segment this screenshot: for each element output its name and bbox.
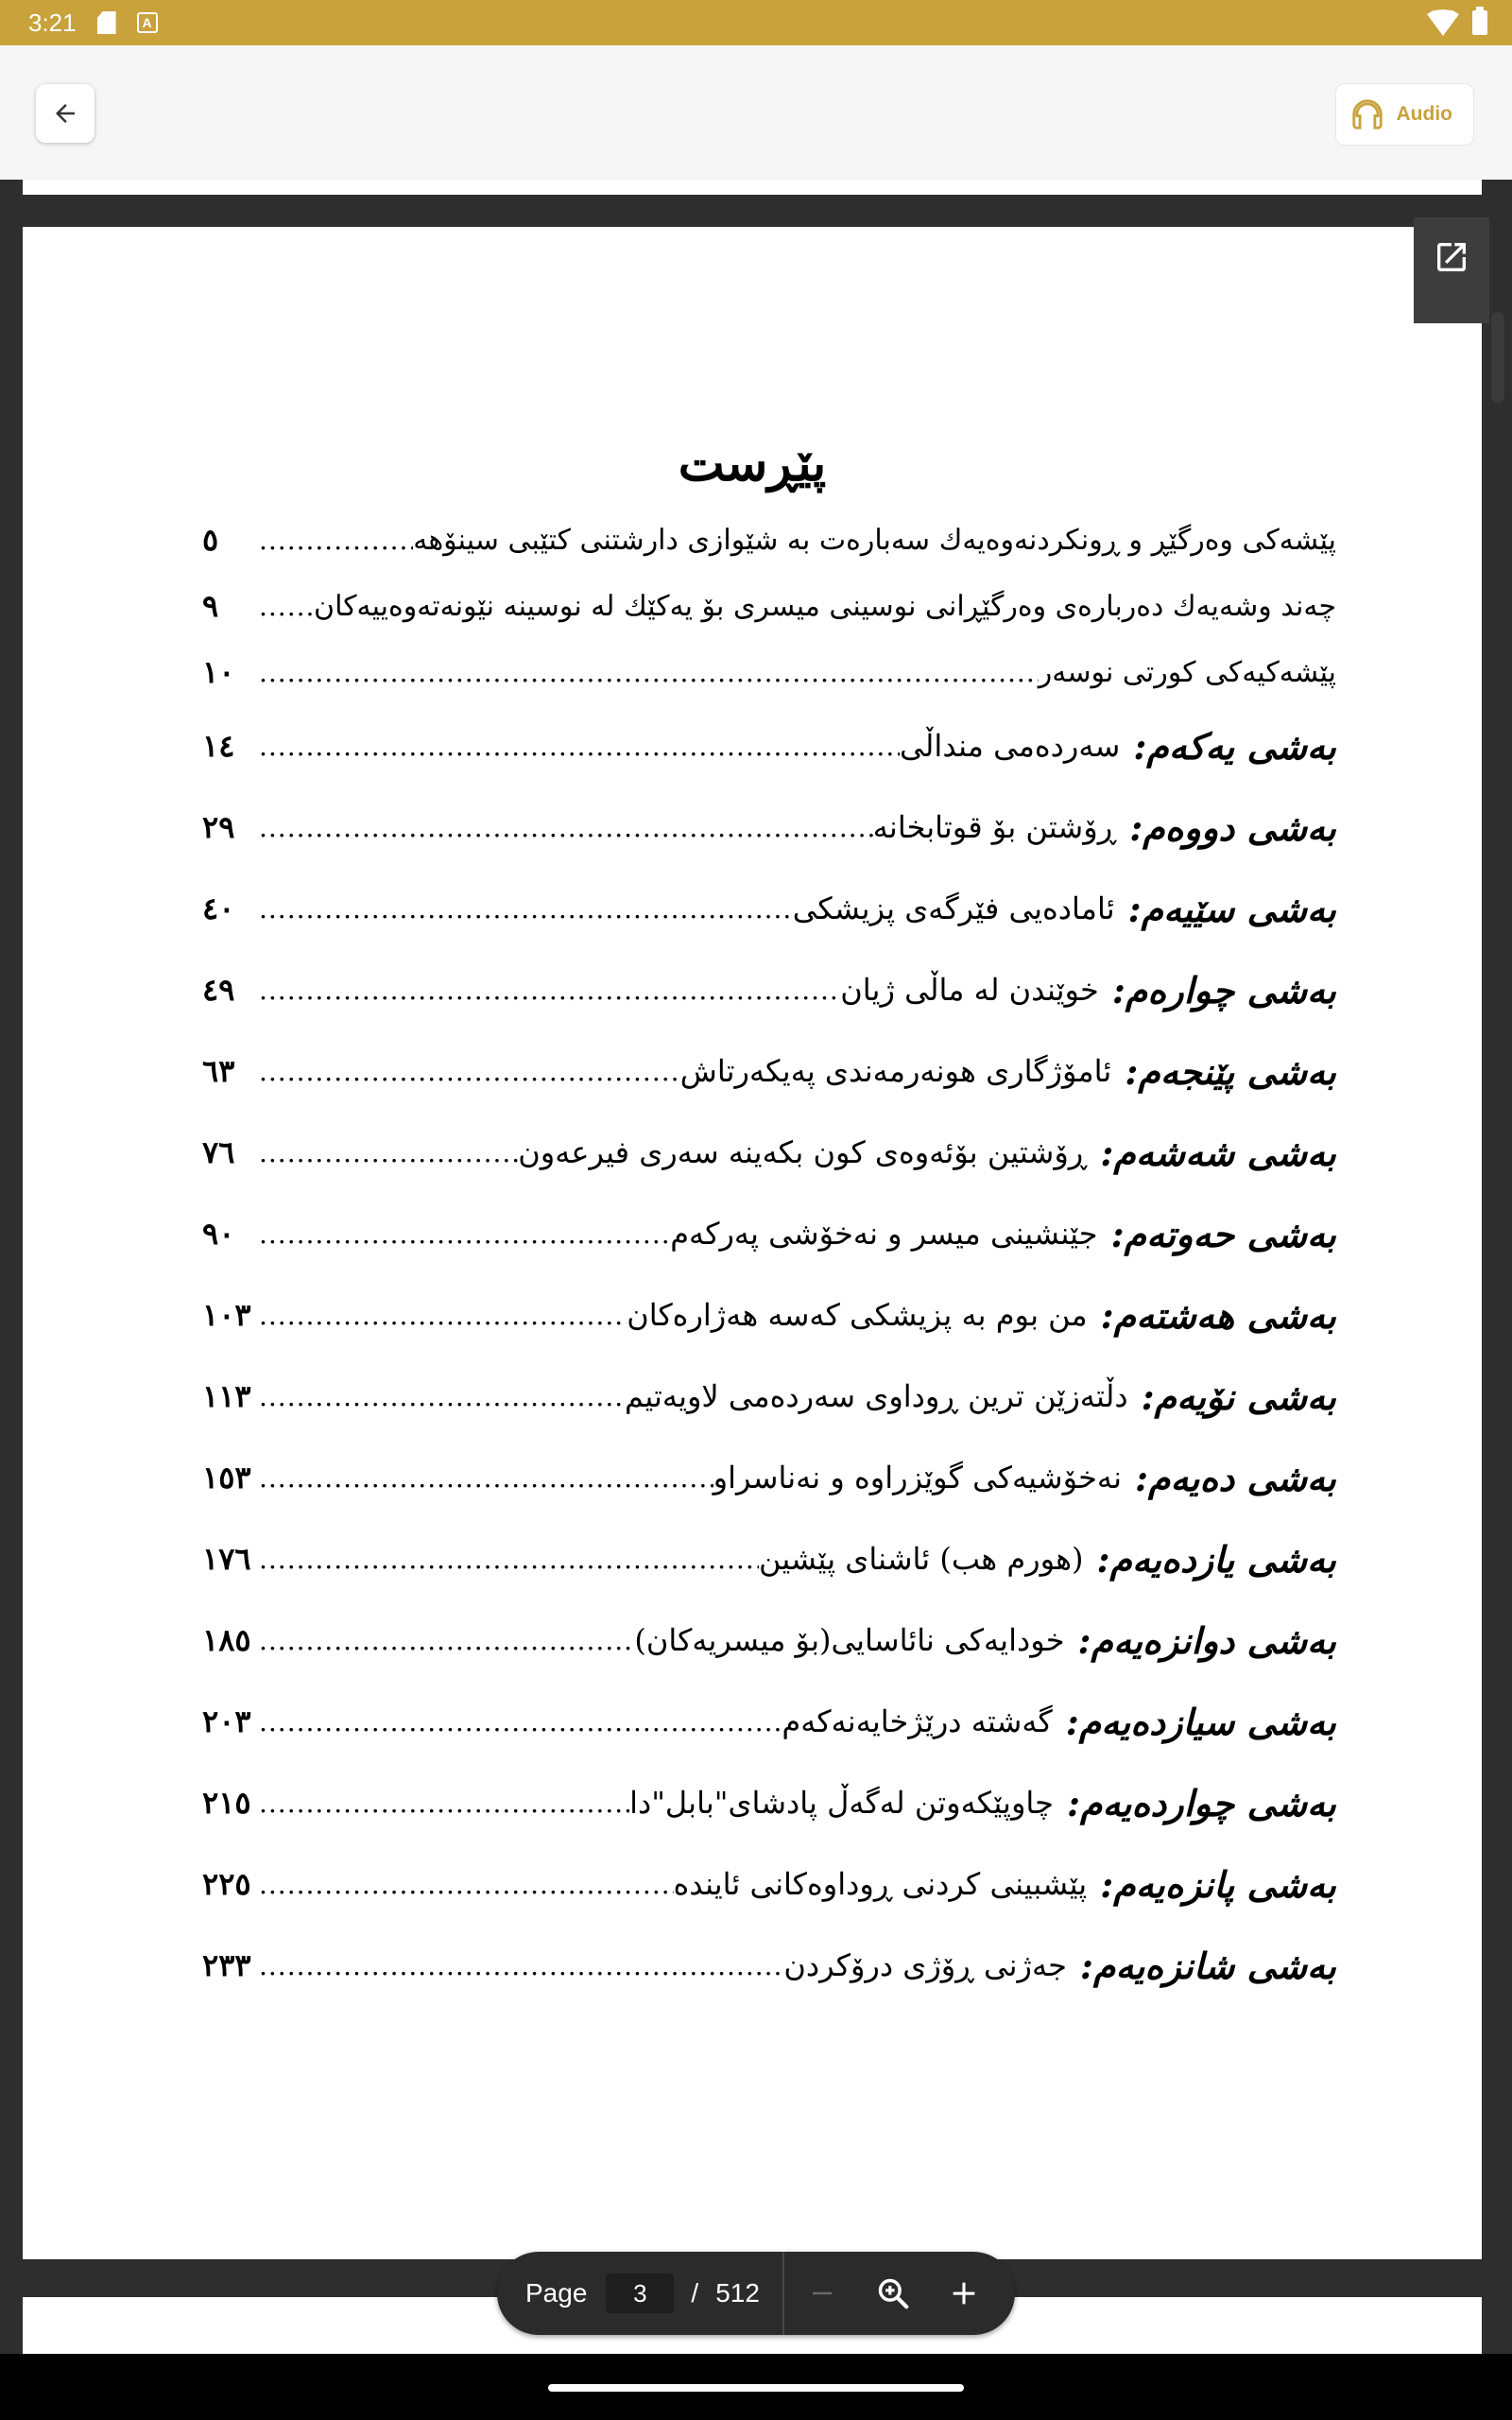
toc-entry[interactable]: [202, 1437, 1336, 1518]
arrow-left-icon: [51, 99, 79, 128]
toc-page-number: ١٥٣: [202, 1460, 251, 1495]
toc-chapter-label: بەشی دوانزەیەم:: [1077, 1618, 1336, 1662]
toc-entry-title: دڵتەزێن ترین ڕوداوی سەردەمی لاویەتیم: [625, 1378, 1128, 1414]
toc-page-number: ٢٩: [202, 809, 235, 845]
toc-entry[interactable]: [202, 1599, 1336, 1681]
toc-dot-leader: [259, 1056, 680, 1087]
page-navigation: [497, 2252, 1015, 2335]
toc-page-number: ١٧٦: [202, 1541, 251, 1577]
toc-entry-title: چەند وشەیەك دەربارەی وەرگێڕانی نوسینی میسری بۆ یەکێك لە نوسینە نێونەتەوەییەکان: [314, 589, 1336, 623]
page-separator: /: [691, 2278, 699, 2308]
toc-entry[interactable]: [202, 1843, 1336, 1925]
toc-page-number: ٢٠٣: [202, 1703, 251, 1739]
toc-entry-title: خودایەکی نائاسایی(بۆ میسریەکان): [634, 1622, 1065, 1658]
toc-entry[interactable]: [202, 639, 1336, 705]
toc-page-number: ٩: [202, 588, 219, 624]
toc-chapter-label: بەشی هەشتەم:: [1100, 1293, 1336, 1337]
toc-page-number: ٢١٥: [202, 1785, 251, 1821]
toc-entry-title: چاوپێکەوتن لەگەڵ پادشای"بابل"دا: [629, 1785, 1054, 1821]
status-time: 3:21: [28, 8, 77, 37]
toc-page-number: ١١٣: [202, 1378, 251, 1414]
toc-entry-title: پێشبینی کردنی ڕوداوەکانی ئاینده: [673, 1866, 1088, 1902]
toc-page-number: ٢٢٥: [202, 1866, 251, 1902]
open-in-new-icon: [1433, 238, 1470, 276]
toc-dot-leader: [259, 812, 873, 843]
toc-list: [202, 507, 1336, 2006]
toc-entry-title: من بوم بە پزیشکی کەسە هەژارەکان: [627, 1297, 1088, 1333]
zoom-icon: [875, 2275, 911, 2311]
toc-chapter-label: بەشی شەشەم:: [1100, 1131, 1336, 1174]
toc-entry-title: جێنشینی میسر و نەخۆشی پەرکەم: [670, 1216, 1098, 1252]
audio-label: Audio: [1396, 103, 1452, 125]
toc-dot-leader: [259, 1462, 713, 1494]
page-label: Page: [525, 2278, 588, 2308]
toc-dot-leader: [259, 657, 1039, 688]
toc-chapter-label: بەشی سیازدەیەم:: [1065, 1700, 1336, 1743]
toc-entry[interactable]: [202, 507, 1336, 573]
toc-page-number: ٥: [202, 522, 219, 558]
headphones-icon: [1349, 96, 1385, 132]
document-viewer[interactable]: [0, 180, 1512, 2354]
back-button[interactable]: [36, 84, 94, 143]
toc-dot-leader: [259, 1300, 627, 1331]
zoom-in-button[interactable]: [926, 2252, 1002, 2335]
toc-entry-title: پێشەکیەکی کورتی نوسەر: [1038, 655, 1336, 689]
toc-page-number: ٢٣٣: [202, 1947, 251, 1983]
total-pages: 512: [715, 2278, 760, 2308]
toc-dot-leader: [259, 1869, 674, 1900]
toc-entry[interactable]: [202, 949, 1336, 1030]
toc-entry[interactable]: [202, 1274, 1336, 1356]
toc-page-number: ١٠٣: [202, 1297, 251, 1333]
toc-chapter-label: بەشی پێنجەم:: [1125, 1049, 1336, 1093]
toc-entry-title: ڕۆشتین بۆئەوەی کون بکەینە سەری فیرعەون: [518, 1134, 1088, 1170]
toc-entry[interactable]: [202, 1762, 1336, 1843]
toc-page-number: ٤٩: [202, 972, 235, 1008]
toc-dot-leader: [259, 1950, 783, 1981]
toc-chapter-label: بەشی شانزەیەم:: [1079, 1944, 1336, 1987]
toc-chapter-label: بەشی یەکەم:: [1133, 724, 1336, 768]
status-bar: [0, 0, 1512, 45]
toc-entry-title: پێشەکی وەرگێڕ و ڕونکردنەوەیەك سەبارەت بە شێوازی دارشتنی کتێبی سینۆهە: [413, 523, 1336, 557]
zoom-out-button[interactable]: [784, 2252, 860, 2335]
toc-page-number: ٧٦: [202, 1134, 235, 1170]
toc-entry[interactable]: [202, 1030, 1336, 1112]
toc-dot-leader: [259, 731, 900, 762]
toc-dot-leader: [259, 1381, 625, 1412]
toc-entry[interactable]: [202, 1518, 1336, 1599]
toc-chapter-label: بەشی یازدەیەم:: [1096, 1537, 1336, 1581]
toc-entry-title: سەردەمی منداڵی: [900, 728, 1121, 764]
minus-icon: [808, 2279, 836, 2308]
document-page: [23, 227, 1482, 2259]
toc-entry-title: خوێندن لە ماڵی ژیان: [840, 972, 1099, 1008]
plus-icon: [948, 2277, 980, 2309]
home-gesture-handle[interactable]: [548, 2384, 964, 2392]
toc-entry-title: جەژنی ڕۆژی درۆکردن: [783, 1947, 1067, 1983]
toc-entry[interactable]: [202, 1925, 1336, 2006]
toc-chapter-label: بەشی پانزەیەم:: [1100, 1862, 1336, 1906]
toc-dot-leader: [259, 525, 413, 556]
toc-entry[interactable]: [202, 1193, 1336, 1274]
toc-chapter-label: بەشی نۆیەم:: [1141, 1374, 1336, 1418]
zoom-fit-button[interactable]: [860, 2252, 926, 2335]
toc-page-number: ٦٣: [202, 1053, 235, 1089]
toc-chapter-label: بەشی سێیەم:: [1127, 887, 1336, 930]
toc-page-number: ١٤: [202, 728, 235, 764]
toc-chapter-label: بەشی چوارەم:: [1111, 968, 1336, 1011]
toc-entry[interactable]: [202, 1681, 1336, 1762]
previous-page-edge: [23, 180, 1482, 195]
toc-chapter-label: بەشی دووەم:: [1129, 805, 1336, 849]
toc-dot-leader: [259, 975, 840, 1006]
app-bar: [0, 45, 1512, 180]
toc-entry[interactable]: [202, 786, 1336, 868]
toc-dot-leader: [259, 1544, 759, 1575]
toc-entry-title: ئامادەیی فێرگەی پزیشکی: [792, 890, 1115, 926]
toc-entry[interactable]: [202, 1112, 1336, 1193]
toc-entry[interactable]: [202, 705, 1336, 786]
toc-page-number: ٤٠: [202, 890, 235, 926]
toc-entry-title: ڕۆشتن بۆ قوتابخانە: [872, 809, 1117, 845]
table-of-contents: [23, 227, 1482, 2259]
toc-dot-leader: [259, 1219, 670, 1250]
toc-dot-leader: [259, 1625, 634, 1656]
toc-page-number: ١٨٥: [202, 1622, 251, 1658]
toc-chapter-label: بەشی دەیەم:: [1134, 1456, 1336, 1499]
toc-dot-leader: [259, 1788, 629, 1819]
toc-dot-leader: [259, 591, 314, 622]
sd-card-icon: [97, 11, 116, 34]
wifi-icon: [1427, 9, 1459, 36]
audio-button[interactable]: [1335, 83, 1474, 146]
toc-entry-title: ئامۆژگاری هونەرمەندی پەیکەرتاش: [679, 1053, 1112, 1089]
toc-page-number: ١٠: [202, 654, 235, 690]
toc-entry-title: نەخۆشیەکی گوێزراوە و نەناسراو: [713, 1460, 1122, 1495]
toc-entry[interactable]: [202, 868, 1336, 949]
toc-entry-title: گەشتە درێژخایەنەکەم: [782, 1703, 1053, 1739]
toc-title: پێڕست: [678, 435, 827, 493]
toc-entry-title: (هورم هب) ئاشنای پێشین: [758, 1541, 1084, 1577]
toc-dot-leader: [259, 893, 793, 925]
open-external-button[interactable]: [1414, 217, 1489, 323]
toc-chapter-label: بەشی حەوتەم:: [1110, 1212, 1336, 1255]
a-notification-icon: A: [137, 12, 158, 33]
toc-entry[interactable]: [202, 573, 1336, 639]
toc-dot-leader: [259, 1137, 518, 1168]
battery-icon: [1472, 10, 1487, 35]
toc-dot-leader: [259, 1706, 782, 1737]
toc-chapter-label: بەشی چواردەیەم:: [1066, 1781, 1336, 1824]
scrollbar-thumb[interactable]: [1491, 312, 1504, 403]
toc-entry[interactable]: [202, 1356, 1336, 1437]
toc-page-number: ٩٠: [202, 1216, 235, 1252]
page-number-input[interactable]: [606, 2273, 674, 2313]
